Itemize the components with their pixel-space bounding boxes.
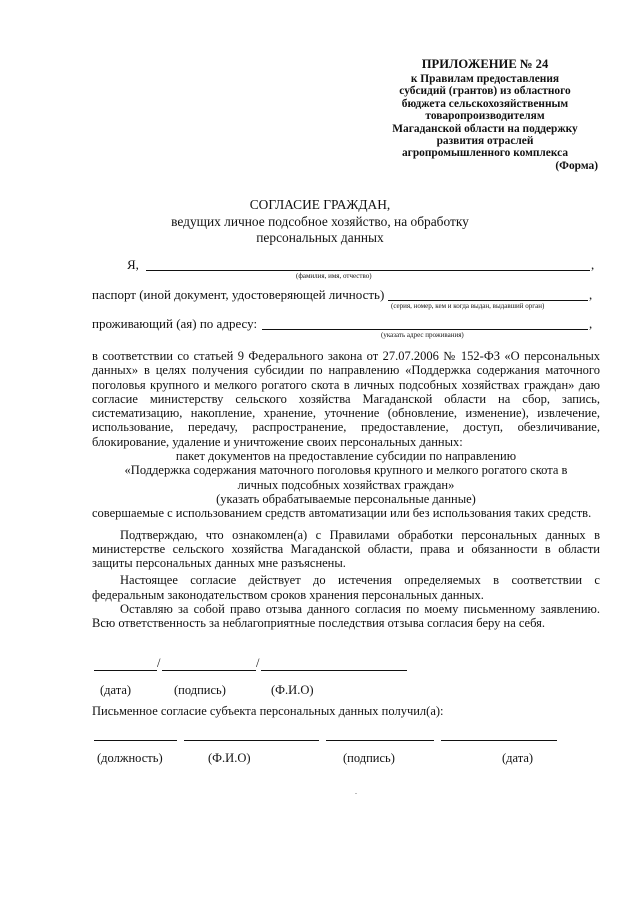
appendix-line: бюджета сельскохозяйственным	[401, 97, 569, 110]
position-field[interactable]	[94, 740, 177, 741]
comma: ,	[591, 257, 595, 272]
name-label: Я,	[127, 257, 139, 272]
consent-data-line: пакет документов на предоставление субсидии по направлению	[175, 449, 517, 464]
form-label: (Форма)	[555, 159, 598, 172]
signature-field[interactable]	[162, 670, 256, 671]
consent-data-line: «Поддержка содержания маточного поголовья крупного и мелкого рогатого скота в	[124, 463, 568, 478]
address-label: проживающий (ая) по адресу:	[92, 316, 258, 331]
signature-field-2[interactable]	[326, 740, 434, 741]
scan-speck	[355, 793, 357, 794]
appendix-line: к Правилам предоставления	[410, 73, 560, 85]
separator: /	[157, 656, 161, 670]
appendix-header	[372, 57, 598, 172]
date-caption: (дата)	[100, 683, 132, 697]
title-line: СОГЛАСИЕ ГРАЖДАН,	[249, 197, 391, 212]
comma: ,	[589, 316, 593, 331]
appendix-line: товаропроизводителям	[425, 110, 545, 123]
passport-label: паспорт (иной документ, удостоверяющей личность)	[92, 287, 385, 302]
comma: ,	[589, 287, 593, 302]
consent-data-hint: (указать обрабатываемые персональные данные)	[216, 491, 476, 506]
title-line: ведущих личное подсобное хозяйство, на обработку	[171, 213, 469, 229]
consent-body	[92, 349, 600, 631]
appendix-line: агропромышленного комплекса	[401, 147, 569, 160]
appendix-line: субсидий (грантов) из областного	[399, 85, 571, 98]
appendix-title: ПРИЛОЖЕНИЕ № 24	[421, 57, 549, 71]
date-field-2[interactable]	[441, 740, 557, 741]
separator: /	[256, 656, 260, 670]
date-field[interactable]	[94, 670, 157, 671]
name-field[interactable]	[146, 270, 590, 271]
passport-hint: (серия, номер, кем и когда выдан, выдавший орган)	[391, 302, 545, 310]
consent-paragraph: совершаемые с использованием средств автоматизации или без использования таких средств.	[92, 506, 592, 521]
consent-data-line: личных подсобных хозяйствах граждан»	[237, 477, 455, 492]
position-caption: (должность)	[97, 751, 163, 765]
fio-caption: (Ф.И.О)	[271, 683, 314, 697]
appendix-line: Магаданской области на поддержку	[392, 122, 578, 135]
document-title	[120, 197, 520, 247]
fio-field-2[interactable]	[184, 740, 319, 741]
address-hint: (указать адрес проживания)	[381, 331, 464, 339]
name-hint: (фамилия, имя, отчество)	[296, 272, 372, 280]
signature-caption-2: (подпись)	[343, 751, 395, 765]
consent-paragraph: в соответствии со статьей 9 Федерального закона от 27.07.2006 № 152-ФЗ «О персональных данных» в целях получения субсидии по направлению «Поддержка содержания маточного поголовья крупного и мелкого рогатого скота в личных подсобных хозяйствах граждан» даю согласие министерству сельского хозяйства Магаданской области на сбор, запись, систематизацию, накопление, хранение, уточнение (обновление, изменение), извлечение, использование, передачу, распространение, предоставление, доступ, обезличивание, блокирование, удаление и уничтожение своих персональных данных:	[92, 349, 600, 449]
consent-paragraph: Настоящее согласие действует до истечения определяемых в соответствии с федеральным законодательством сроков хранения персональных данных.	[92, 573, 600, 602]
passport-field[interactable]	[388, 300, 588, 301]
date-caption-2: (дата)	[502, 751, 534, 765]
signature-caption: (подпись)	[174, 683, 226, 697]
fio-field[interactable]	[261, 670, 407, 671]
address-field[interactable]	[262, 329, 588, 330]
consent-paragraph: Подтверждаю, что ознакомлен(а) с Правилами обработки персональных данных в министерстве сельского хозяйства Магаданской области, права и обязанности в области защиты персональных данных мне разъяснены.	[92, 527, 600, 571]
fio-caption-2: (Ф.И.О)	[208, 751, 251, 765]
appendix-line: развития отраслей	[436, 135, 534, 148]
consent-paragraph: Оставляю за собой право отзыва данного согласия по моему письменному заявлению. Всю ответственность за неблагоприятные последствия отзыва согласия беру на себя.	[92, 602, 600, 631]
received-label: Письменное согласие субъекта персональных данных получил(а):	[92, 704, 444, 718]
title-line: персональных данных	[256, 230, 384, 245]
